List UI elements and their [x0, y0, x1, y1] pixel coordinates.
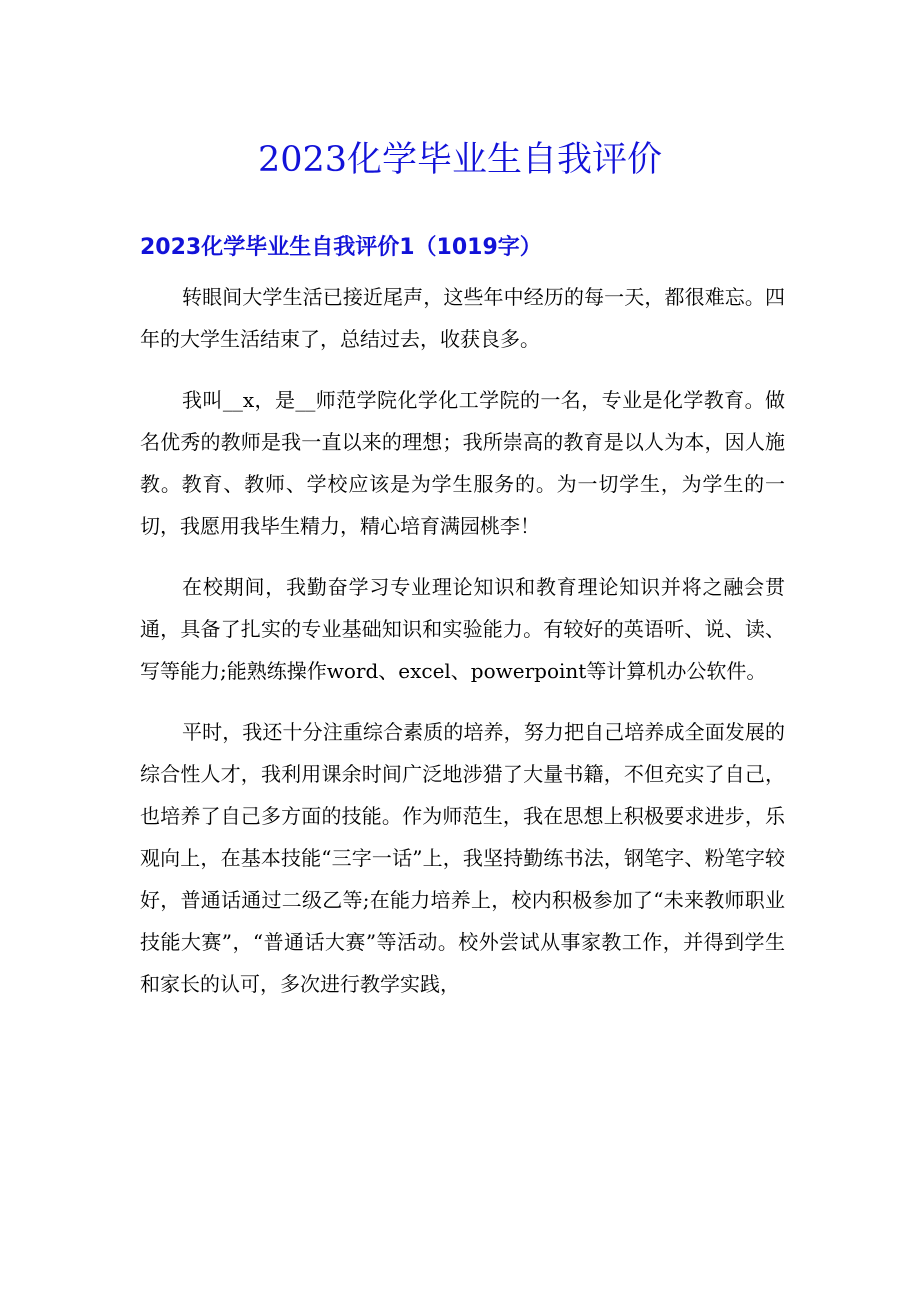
paragraph: 平时，我还十分注重综合素质的培养，努力把自己培养成全面发展的综合性人才，我利用课余时间广泛地涉猎了大量书籍，不但充实了自己，也培养了自己多方面的技能。作为师范生，我在思想上积极要求进步，乐观向上，在基本技能“三字一话”上，我坚持勤练书法，钢笔字、粉笔字较好，普通话通过二级乙等;在能力培养上，校内积极参加了“未来教师职业技能大赛”，“普通话大赛”等活动。校外尝试从事家教工作，并得到学生和家长的认可，多次进行教学实践， [140, 720, 785, 996]
document-body [140, 276, 785, 1024]
section-heading: 2023化学毕业生自我评价1（1019字） [140, 235, 542, 260]
paragraph: 我叫__x，是__师范学院化学化工学院的一名，专业是化学教育。做名优秀的教师是我一直以来的理想；我所崇高的教育是以人为本，因人施教。教育、教师、学校应该是为学生服务的。为一切学生，为学生的一切，我愿用我毕生精力，精心培育满园桃李！ [140, 388, 785, 538]
paragraph: 在校期间，我勤奋学习专业理论知识和教育理论知识并将之融会贯通，具备了扎实的专业基础知识和实验能力。有较好的英语听、说、读、写等能力;能熟练操作word、excel、powerpoint等计算机办公软件。 [140, 575, 785, 683]
paragraph: 转眼间大学生活已接近尾声，这些年中经历的每一天，都很难忘。四年的大学生活结束了，总结过去，收获良多。 [140, 285, 785, 351]
document-title: 2023化学毕业生自我评价 [257, 140, 663, 180]
